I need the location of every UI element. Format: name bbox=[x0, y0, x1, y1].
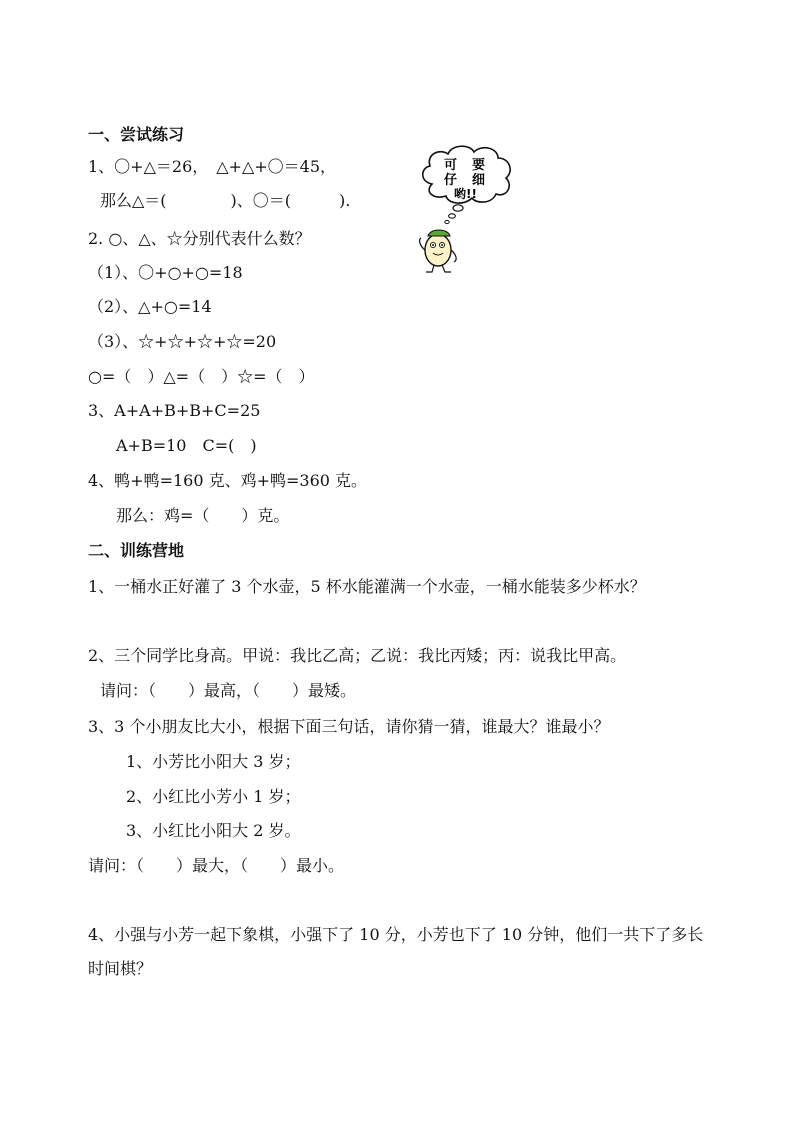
training-question-4-line-2: 时间棋？ bbox=[88, 959, 153, 978]
question-3-line-1: 3、A+A+B+B+C=25 bbox=[88, 401, 261, 420]
training-question-4-line-1: 4、小强与小芳一起下象棋，小强下了 10 分，小芳也下了 10 分钟，他们一共下了多长 bbox=[88, 925, 704, 944]
bubble-char-4: 细 bbox=[472, 173, 486, 188]
question-2-answer: ○=（ ）△=（ ）☆=（ ） bbox=[88, 367, 315, 386]
training-question-3-answer: 请问：（ ）最大，（ ）最小。 bbox=[88, 856, 345, 875]
question-2-item-3: （3）、☆+☆+☆+☆=20 bbox=[88, 332, 277, 351]
question-1-line-2: 那么△＝( )、〇＝( ). bbox=[100, 191, 351, 210]
bubble-char-5: 哟!! bbox=[454, 187, 477, 201]
question-2-title: 2. ○、△、☆分别代表什么数？ bbox=[88, 229, 311, 248]
egg-character-icon bbox=[420, 230, 457, 272]
section-heading-1: 一、尝试练习 bbox=[88, 125, 185, 144]
question-4-line-2: 那么：鸡=（ ）克。 bbox=[116, 506, 290, 525]
question-2-item-1: （1）、〇+○+○=18 bbox=[88, 263, 243, 282]
question-4-line-1: 4、鸭+鸭=160 克、鸡+鸭=360 克。 bbox=[88, 471, 368, 490]
section-heading-2: 二、训练营地 bbox=[88, 541, 185, 560]
training-question-2-line-2: 请问：（ ）最高，（ ）最矮。 bbox=[100, 681, 357, 700]
training-question-1: 1、一桶水正好灌了 3 个水壶，5 杯水能灌满一个水壶，一桶水能装多少杯水？ bbox=[88, 577, 646, 596]
training-question-3-item-2: 2、小红比小芳小 1 岁； bbox=[126, 787, 301, 806]
question-3-line-2: A+B=10 C=( ) bbox=[116, 436, 257, 455]
bubble-char-1: 可 bbox=[444, 158, 458, 173]
training-question-2-line-1: 2、三个同学比身高。甲说：我比乙高；乙说：我比丙矮；丙：说我比甲高。 bbox=[88, 646, 627, 665]
training-question-3-item-1: 1、小芳比小阳大 3 岁； bbox=[126, 752, 301, 771]
training-question-3-item-3: 3、小红比小阳大 2 岁。 bbox=[126, 821, 301, 840]
question-1-line-1: 1、〇+△＝26， △+△+〇＝45， bbox=[88, 157, 337, 176]
training-question-3-title: 3、3 个小朋友比大小，根据下面三句话，请你猜一猜，谁最大？谁最小？ bbox=[88, 717, 610, 736]
bubble-char-2: 要 bbox=[472, 158, 486, 173]
bubble-char-3: 仔 bbox=[444, 173, 458, 188]
thought-bubble bbox=[423, 146, 510, 223]
question-2-item-2: （2）、△+○=14 bbox=[88, 297, 212, 316]
mascot-illustration bbox=[414, 142, 522, 274]
